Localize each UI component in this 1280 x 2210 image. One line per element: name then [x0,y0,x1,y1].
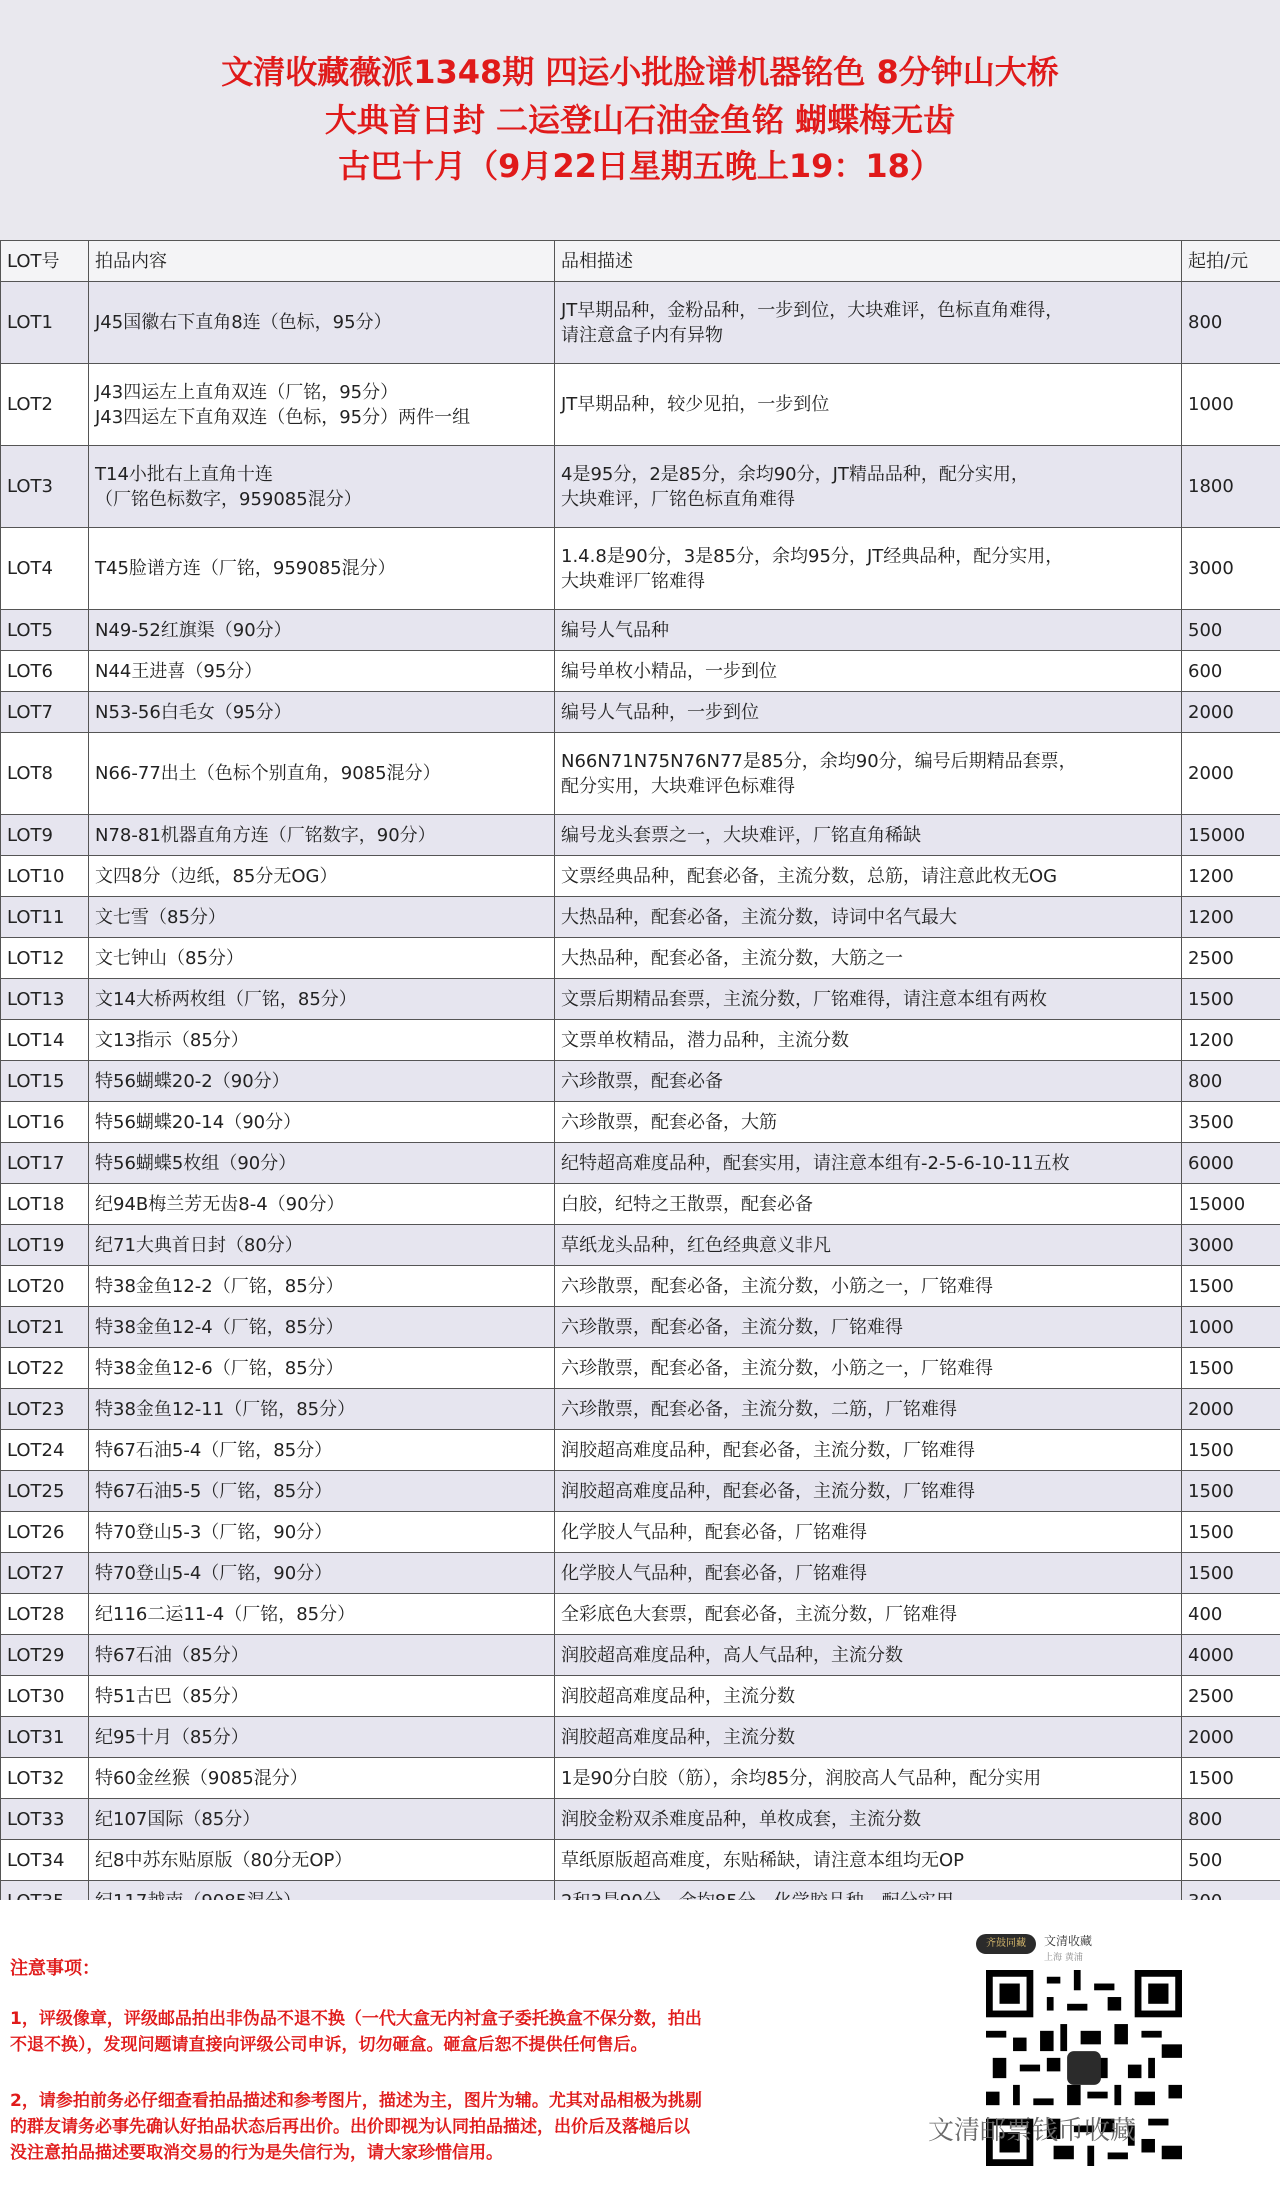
item-cell: 特56蝴蝶5枚组（90分） [89,1143,555,1184]
item-cell: 特38金鱼12-4（厂铭，85分） [89,1307,555,1348]
lot-cell: LOT9 [1,815,89,856]
price-cell: 1800 [1182,446,1280,528]
lot-cell: LOT22 [1,1348,89,1389]
brand-logo: 齐鼓同藏 [976,1934,1036,1954]
desc-cell: 草纸龙头品种，红色经典意义非凡 [555,1225,1182,1266]
desc-cell: 大热品种，配套必备，主流分数，大筋之一 [555,938,1182,979]
price-cell: 1000 [1182,1307,1280,1348]
item-cell: 纪95十月（85分） [89,1717,555,1758]
desc-cell: 六珍散票，配套必备，主流分数，小筋之一，厂铭难得 [555,1348,1182,1389]
col-header-item: 拍品内容 [89,241,555,282]
desc-cell: 纪特超高难度品种，配套实用，请注意本组有-2-5-6-10-11五枚 [555,1143,1182,1184]
lot-cell: LOT4 [1,528,89,610]
desc-cell: 编号龙头套票之一，大块难评，厂铭直角稀缺 [555,815,1182,856]
item-cell: 纪116二运11-4（厂铭，85分） [89,1594,555,1635]
price-cell: 1500 [1182,979,1280,1020]
table-row [1,610,1280,651]
item-cell: 特67石油（85分） [89,1635,555,1676]
item-cell: J43四运左上直角双连（厂铭，95分） J43四运左下直角双连（色标，95分）两件一组 [89,364,555,446]
table-row [1,1225,1280,1266]
lot-cell: LOT30 [1,1676,89,1717]
lot-cell: LOT28 [1,1594,89,1635]
item-cell: N49-52红旗渠（90分） [89,610,555,651]
price-cell: 2000 [1182,1717,1280,1758]
desc-cell: 润胶金粉双杀难度品种，单枚成套，主流分数 [555,1799,1182,1840]
price-cell: 1500 [1182,1553,1280,1594]
table-row [1,528,1280,610]
lot-cell: LOT14 [1,1020,89,1061]
desc-cell: JT早期品种，金粉品种，一步到位，大块难评，色标直角难得， 请注意盒子内有异物 [555,282,1182,364]
lot-cell: LOT8 [1,733,89,815]
desc-cell: 白胶，纪特之王散票，配套必备 [555,1184,1182,1225]
price-cell: 800 [1182,282,1280,364]
item-cell: T14小批右上直角十连 （厂铭色标数字，959085混分） [89,446,555,528]
desc-cell: 文票经典品种，配套必备，主流分数，总筋，请注意此枚无OG [555,856,1182,897]
desc-cell: 六珍散票，配套必备，大筋 [555,1102,1182,1143]
desc-cell: 1.4.8是90分，3是85分，余均95分，JT经典品种，配分实用， 大块难评厂铭难得 [555,528,1182,610]
table-row [1,1020,1280,1061]
table-row [1,815,1280,856]
price-cell: 800 [1182,1799,1280,1840]
item-cell: 特70登山5-4（厂铭，90分） [89,1553,555,1594]
desc-cell: 1是90分白胶（筋），余均85分，润胶高人气品种，配分实用 [555,1758,1182,1799]
desc-cell: 润胶超高难度品种，主流分数 [555,1717,1182,1758]
price-cell: 1500 [1182,1430,1280,1471]
price-cell: 400 [1182,1594,1280,1635]
table-row [1,1266,1280,1307]
item-cell: N66-77出土（色标个别直角，9085混分） [89,733,555,815]
item-cell: 特38金鱼12-6（厂铭，85分） [89,1348,555,1389]
notes-paragraph-1: 1，评级像章，评级邮品拍出非伪品不退不换（一代大盒无内衬盒子委托换盒不保分数，拍出 不退不换），发现问题请直接向评级公司申诉，切勿砸盒。砸盒后恕不提供任何售后。 [10,2009,702,2055]
price-cell: 500 [1182,610,1280,651]
lot-cell: LOT25 [1,1471,89,1512]
price-cell: 3000 [1182,528,1280,610]
brand-name: 文清收藏 [1044,1934,1093,1948]
item-cell: 文13指示（85分） [89,1020,555,1061]
lot-cell: LOT27 [1,1553,89,1594]
lot-cell: LOT19 [1,1225,89,1266]
item-cell: 文14大桥两枚组（厂铭，85分） [89,979,555,1020]
desc-cell: 化学胶人气品种，配套必备，厂铭难得 [555,1553,1182,1594]
desc-cell: 润胶超高难度品种，主流分数 [555,1676,1182,1717]
desc-cell: 编号人气品种 [555,610,1182,651]
lot-table [0,240,1280,1922]
lot-cell: LOT20 [1,1266,89,1307]
lot-cell: LOT23 [1,1389,89,1430]
price-cell: 1500 [1182,1758,1280,1799]
lot-cell: LOT18 [1,1184,89,1225]
price-cell: 2500 [1182,1676,1280,1717]
col-header-lot: LOT号 [1,241,89,282]
price-cell: 1500 [1182,1512,1280,1553]
lot-cell: LOT33 [1,1799,89,1840]
item-cell: 文四8分（边纸，85分无OG） [89,856,555,897]
price-cell: 1500 [1182,1266,1280,1307]
title-line-3: 古巴十月（9月22日星期五晚上19：18） [338,147,942,185]
table-row [1,651,1280,692]
table-row [1,1758,1280,1799]
item-cell: 特51古巴（85分） [89,1676,555,1717]
lot-cell: LOT26 [1,1512,89,1553]
desc-cell: JT早期品种，较少见拍，一步到位 [555,364,1182,446]
table-row [1,856,1280,897]
item-cell: 特38金鱼12-11（厂铭，85分） [89,1389,555,1430]
lot-cell: LOT5 [1,610,89,651]
table-row [1,364,1280,446]
lot-cell: LOT17 [1,1143,89,1184]
desc-cell: 六珍散票，配套必备 [555,1061,1182,1102]
desc-cell: 六珍散票，配套必备，主流分数，厂铭难得 [555,1307,1182,1348]
item-cell: N44王进喜（95分） [89,651,555,692]
desc-cell: 文票单枚精品，潜力品种，主流分数 [555,1020,1182,1061]
price-cell: 2000 [1182,733,1280,815]
brand-location: 上海 黄浦 [1044,1953,1083,1963]
table-row [1,1553,1280,1594]
table-row [1,1594,1280,1635]
table-header-row [1,241,1280,282]
table-row [1,1102,1280,1143]
price-cell: 1200 [1182,1020,1280,1061]
col-header-price: 起拍/元 [1182,241,1280,282]
table-row [1,1389,1280,1430]
price-cell: 3500 [1182,1102,1280,1143]
table-row [1,1635,1280,1676]
watermark-text: 文清邮票钱币收藏 [928,2116,1137,2146]
lot-cell: LOT13 [1,979,89,1020]
table-row [1,1512,1280,1553]
desc-cell: 六珍散票，配套必备，主流分数，二筋，厂铭难得 [555,1389,1182,1430]
item-cell: N78-81机器直角方连（厂铭数字，90分） [89,815,555,856]
price-cell: 3000 [1182,1225,1280,1266]
table-row [1,938,1280,979]
price-cell: 2000 [1182,692,1280,733]
desc-cell: 六珍散票，配套必备，主流分数，小筋之一，厂铭难得 [555,1266,1182,1307]
lot-cell: LOT32 [1,1758,89,1799]
table-row [1,897,1280,938]
title-banner [0,0,1280,240]
lot-cell: LOT3 [1,446,89,528]
lot-cell: LOT16 [1,1102,89,1143]
table-row [1,1676,1280,1717]
lot-cell: LOT6 [1,651,89,692]
desc-cell: 草纸原版超高难度，东贴稀缺，请注意本组均无OP [555,1840,1182,1881]
desc-cell: 4是95分，2是85分，余均90分，JT精品品种，配分实用， 大块难评，厂铭色标直角难得 [555,446,1182,528]
lot-cell: LOT24 [1,1430,89,1471]
table-row [1,1143,1280,1184]
lot-cell: LOT31 [1,1717,89,1758]
desc-cell: 文票后期精品套票，主流分数，厂铭难得，请注意本组有两枚 [555,979,1182,1020]
table-row [1,1430,1280,1471]
item-cell: 特67石油5-5（厂铭，85分） [89,1471,555,1512]
lot-cell: LOT15 [1,1061,89,1102]
table-row [1,282,1280,364]
table-row [1,979,1280,1020]
item-cell: 文七雪（85分） [89,897,555,938]
price-cell: 1500 [1182,1471,1280,1512]
price-cell: 1200 [1182,856,1280,897]
table-row [1,1348,1280,1389]
table-row [1,1307,1280,1348]
col-header-desc: 品相描述 [555,241,1182,282]
price-cell: 1200 [1182,897,1280,938]
table-row [1,1471,1280,1512]
table-row [1,1840,1280,1881]
lot-cell: LOT29 [1,1635,89,1676]
price-cell: 6000 [1182,1143,1280,1184]
item-cell: 纪71大典首日封（80分） [89,1225,555,1266]
desc-cell: N66N71N75N76N77是85分，余均90分，编号后期精品套票， 配分实用，大块难评色标难得 [555,733,1182,815]
item-cell: 特38金鱼12-2（厂铭，85分） [89,1266,555,1307]
lot-cell: LOT1 [1,282,89,364]
item-cell: 纪8中苏东贴原版（80分无OP） [89,1840,555,1881]
desc-cell: 化学胶人气品种，配套必备，厂铭难得 [555,1512,1182,1553]
item-cell: 纪107国际（85分） [89,1799,555,1840]
item-cell: 特60金丝猴（9085混分） [89,1758,555,1799]
item-cell: 文七钟山（85分） [89,938,555,979]
price-cell: 800 [1182,1061,1280,1102]
title-line-2: 大典首日封 二运登山石油金鱼铭 蝴蝶梅无齿 [324,101,956,139]
item-cell: 纪94B梅兰芳无齿8-4（90分） [89,1184,555,1225]
desc-cell: 润胶超高难度品种，配套必备，主流分数，厂铭难得 [555,1430,1182,1471]
price-cell: 2500 [1182,938,1280,979]
lot-cell: LOT2 [1,364,89,446]
desc-cell: 全彩底色大套票，配套必备，主流分数，厂铭难得 [555,1594,1182,1635]
table-row [1,1799,1280,1840]
lot-cell: LOT11 [1,897,89,938]
price-cell: 4000 [1182,1635,1280,1676]
desc-cell: 编号人气品种，一步到位 [555,692,1182,733]
item-cell: 特56蝴蝶20-2（90分） [89,1061,555,1102]
lot-cell: LOT7 [1,692,89,733]
lot-cell: LOT10 [1,856,89,897]
desc-cell: 编号单枚小精品，一步到位 [555,651,1182,692]
price-cell: 1500 [1182,1348,1280,1389]
table-row [1,1717,1280,1758]
lot-cell: LOT21 [1,1307,89,1348]
item-cell: J45国徽右下直角8连（色标，95分） [89,282,555,364]
table-row [1,692,1280,733]
notes-title: 注意事项： [10,1958,100,1979]
item-cell: 特56蝴蝶20-14（90分） [89,1102,555,1143]
item-cell: 特67石油5-4（厂铭，85分） [89,1430,555,1471]
price-cell: 15000 [1182,1184,1280,1225]
price-cell: 500 [1182,1840,1280,1881]
price-cell: 1000 [1182,364,1280,446]
item-cell: 特70登山5-3（厂铭，90分） [89,1512,555,1553]
table-row [1,446,1280,528]
desc-cell: 润胶超高难度品种，高人气品种，主流分数 [555,1635,1182,1676]
table-row [1,1184,1280,1225]
table-row [1,733,1280,815]
desc-cell: 大热品种，配套必备，主流分数，诗词中名气最大 [555,897,1182,938]
price-cell: 600 [1182,651,1280,692]
notes-paragraph-2: 2，请参拍前务必仔细查看拍品描述和参考图片，描述为主，图片为辅。尤其对品相极为挑剔 的群友请务必事先确认好拍品状态后再出价。出价即视为认同拍品描述，出价后及落槌后以 没注意拍品描述要取消交易的行为是失信行为，请大家珍惜信用。 [10,2091,702,2163]
desc-cell: 润胶超高难度品种，配套必备，主流分数，厂铭难得 [555,1471,1182,1512]
price-cell: 15000 [1182,815,1280,856]
title-line-1: 文清收藏薇派1348期 四运小批脸谱机器铭色 8分钟山大桥 [221,53,1059,91]
item-cell: N53-56白毛女（95分） [89,692,555,733]
item-cell: T45脸谱方连（厂铭，959085混分） [89,528,555,610]
lot-cell: LOT12 [1,938,89,979]
lot-cell: LOT34 [1,1840,89,1881]
price-cell: 2000 [1182,1389,1280,1430]
table-row [1,1061,1280,1102]
